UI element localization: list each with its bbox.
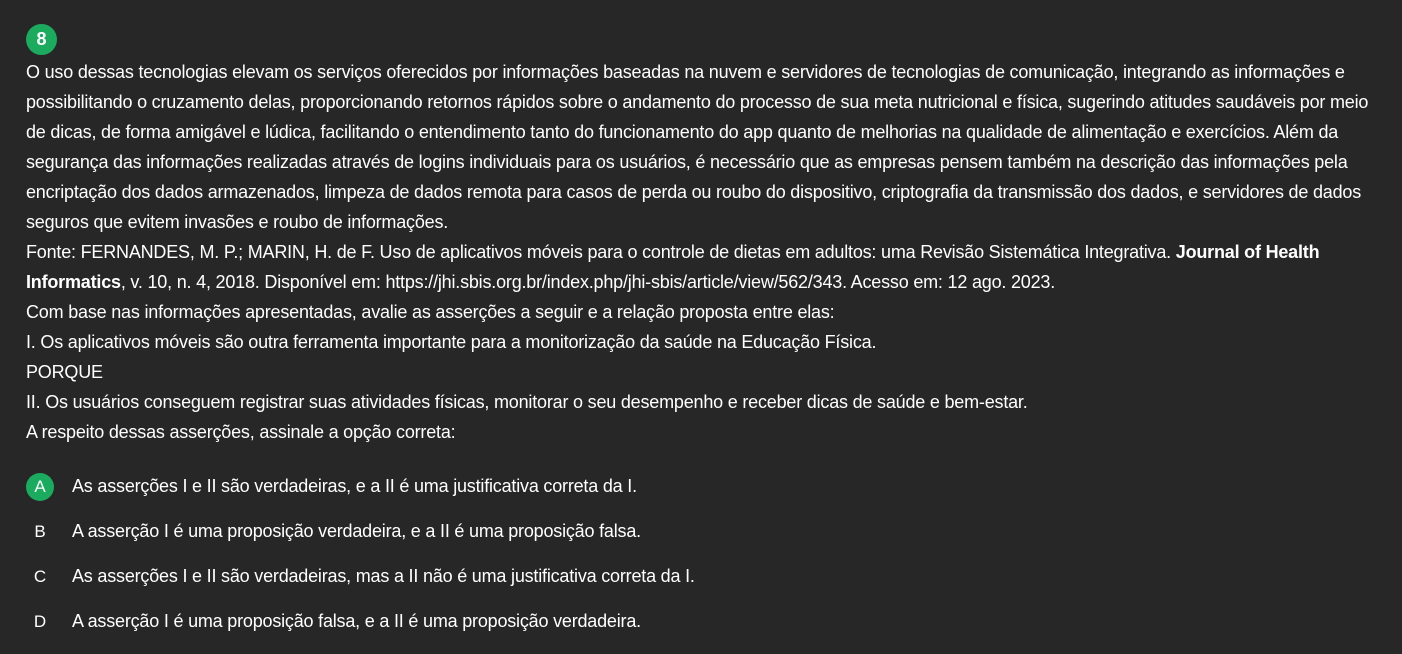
option-b[interactable] xyxy=(26,509,1386,554)
instruction-text: Com base nas informações apresentadas, avalie as asserções a seguir e a relação proposta entre elas: xyxy=(26,302,835,322)
question-statement xyxy=(26,57,1386,447)
option-a[interactable] xyxy=(26,464,1386,509)
prompt-text: A respeito dessas asserções, assinale a opção correta: xyxy=(26,422,456,442)
source-prefix: Fonte: FERNANDES, M. P.; MARIN, H. de F. Uso de aplicativos móveis para o controle de dietas em adultos: uma Revisão Sistemática Integrativa. xyxy=(26,242,1176,262)
assertion-two: II. Os usuários conseguem registrar suas atividades físicas, monitorar o seu desempenho e receber dicas de saúde e bem-estar. xyxy=(26,392,1028,412)
source-suffix: , v. 10, n. 4, 2018. Disponível em: https://jhi.sbis.org.br/index.php/jhi-sbis/article/view/562/343. Acesso em: 12 ago. 2023. xyxy=(120,272,1056,292)
option-d[interactable] xyxy=(26,599,1386,644)
option-text-a: As asserções I e II são verdadeiras, e a II é uma justificativa correta da I. xyxy=(72,476,637,496)
option-text-b: A asserção I é uma proposição verdadeira, e a II é uma proposição falsa. xyxy=(72,521,641,541)
source-citation xyxy=(26,237,1386,297)
answer-options xyxy=(26,464,1386,644)
option-text-c: As asserções I e II são verdadeiras, mas a II não é uma justificativa correta da I. xyxy=(72,566,695,586)
option-letter-c: C xyxy=(33,566,47,586)
option-c[interactable] xyxy=(26,554,1386,599)
option-letter-d: D xyxy=(33,611,47,631)
question-number-badge: 8 xyxy=(26,24,57,55)
option-text-d: A asserção I é uma proposição falsa, e a II é uma proposição verdadeira. xyxy=(72,611,641,631)
assertion-one: I. Os aplicativos móveis são outra ferramenta importante para a monitorização da saúde na Educação Física. xyxy=(26,332,877,352)
connector-text: PORQUE xyxy=(26,362,103,382)
option-letter-a: A xyxy=(26,473,54,501)
source-journal: Journal of Health Informatics xyxy=(26,242,1320,292)
question-card xyxy=(26,24,1386,644)
option-letter-b: B xyxy=(34,521,46,541)
statement-paragraph: O uso dessas tecnologias elevam os serviços oferecidos por informações baseadas na nuvem e servidores de tecnologias de comunicação, integrando as informações e possibilitando o cruzamento delas, proporcionando retornos rápidos sobre o andamento do processo de sua meta nutricional e física, sugerindo atitudes saudáveis por meio de dicas, de forma amigável e lúdica, facilitando o entendimento tanto do funcionamento do app quanto de melhorias na qualidade de alimentação e exercícios. Além da segurança das informações realizadas através de logins individuais para os usuários, é necessário que as empresas pensem também na descrição das informações pela encriptação dos dados armazenados, limpeza de dados remota para casos de perda ou roubo do dispositivo, criptografia da transmissão dos dados, e servidores de dados seguros que evitem invasões e roubo de informações. xyxy=(26,62,1369,232)
